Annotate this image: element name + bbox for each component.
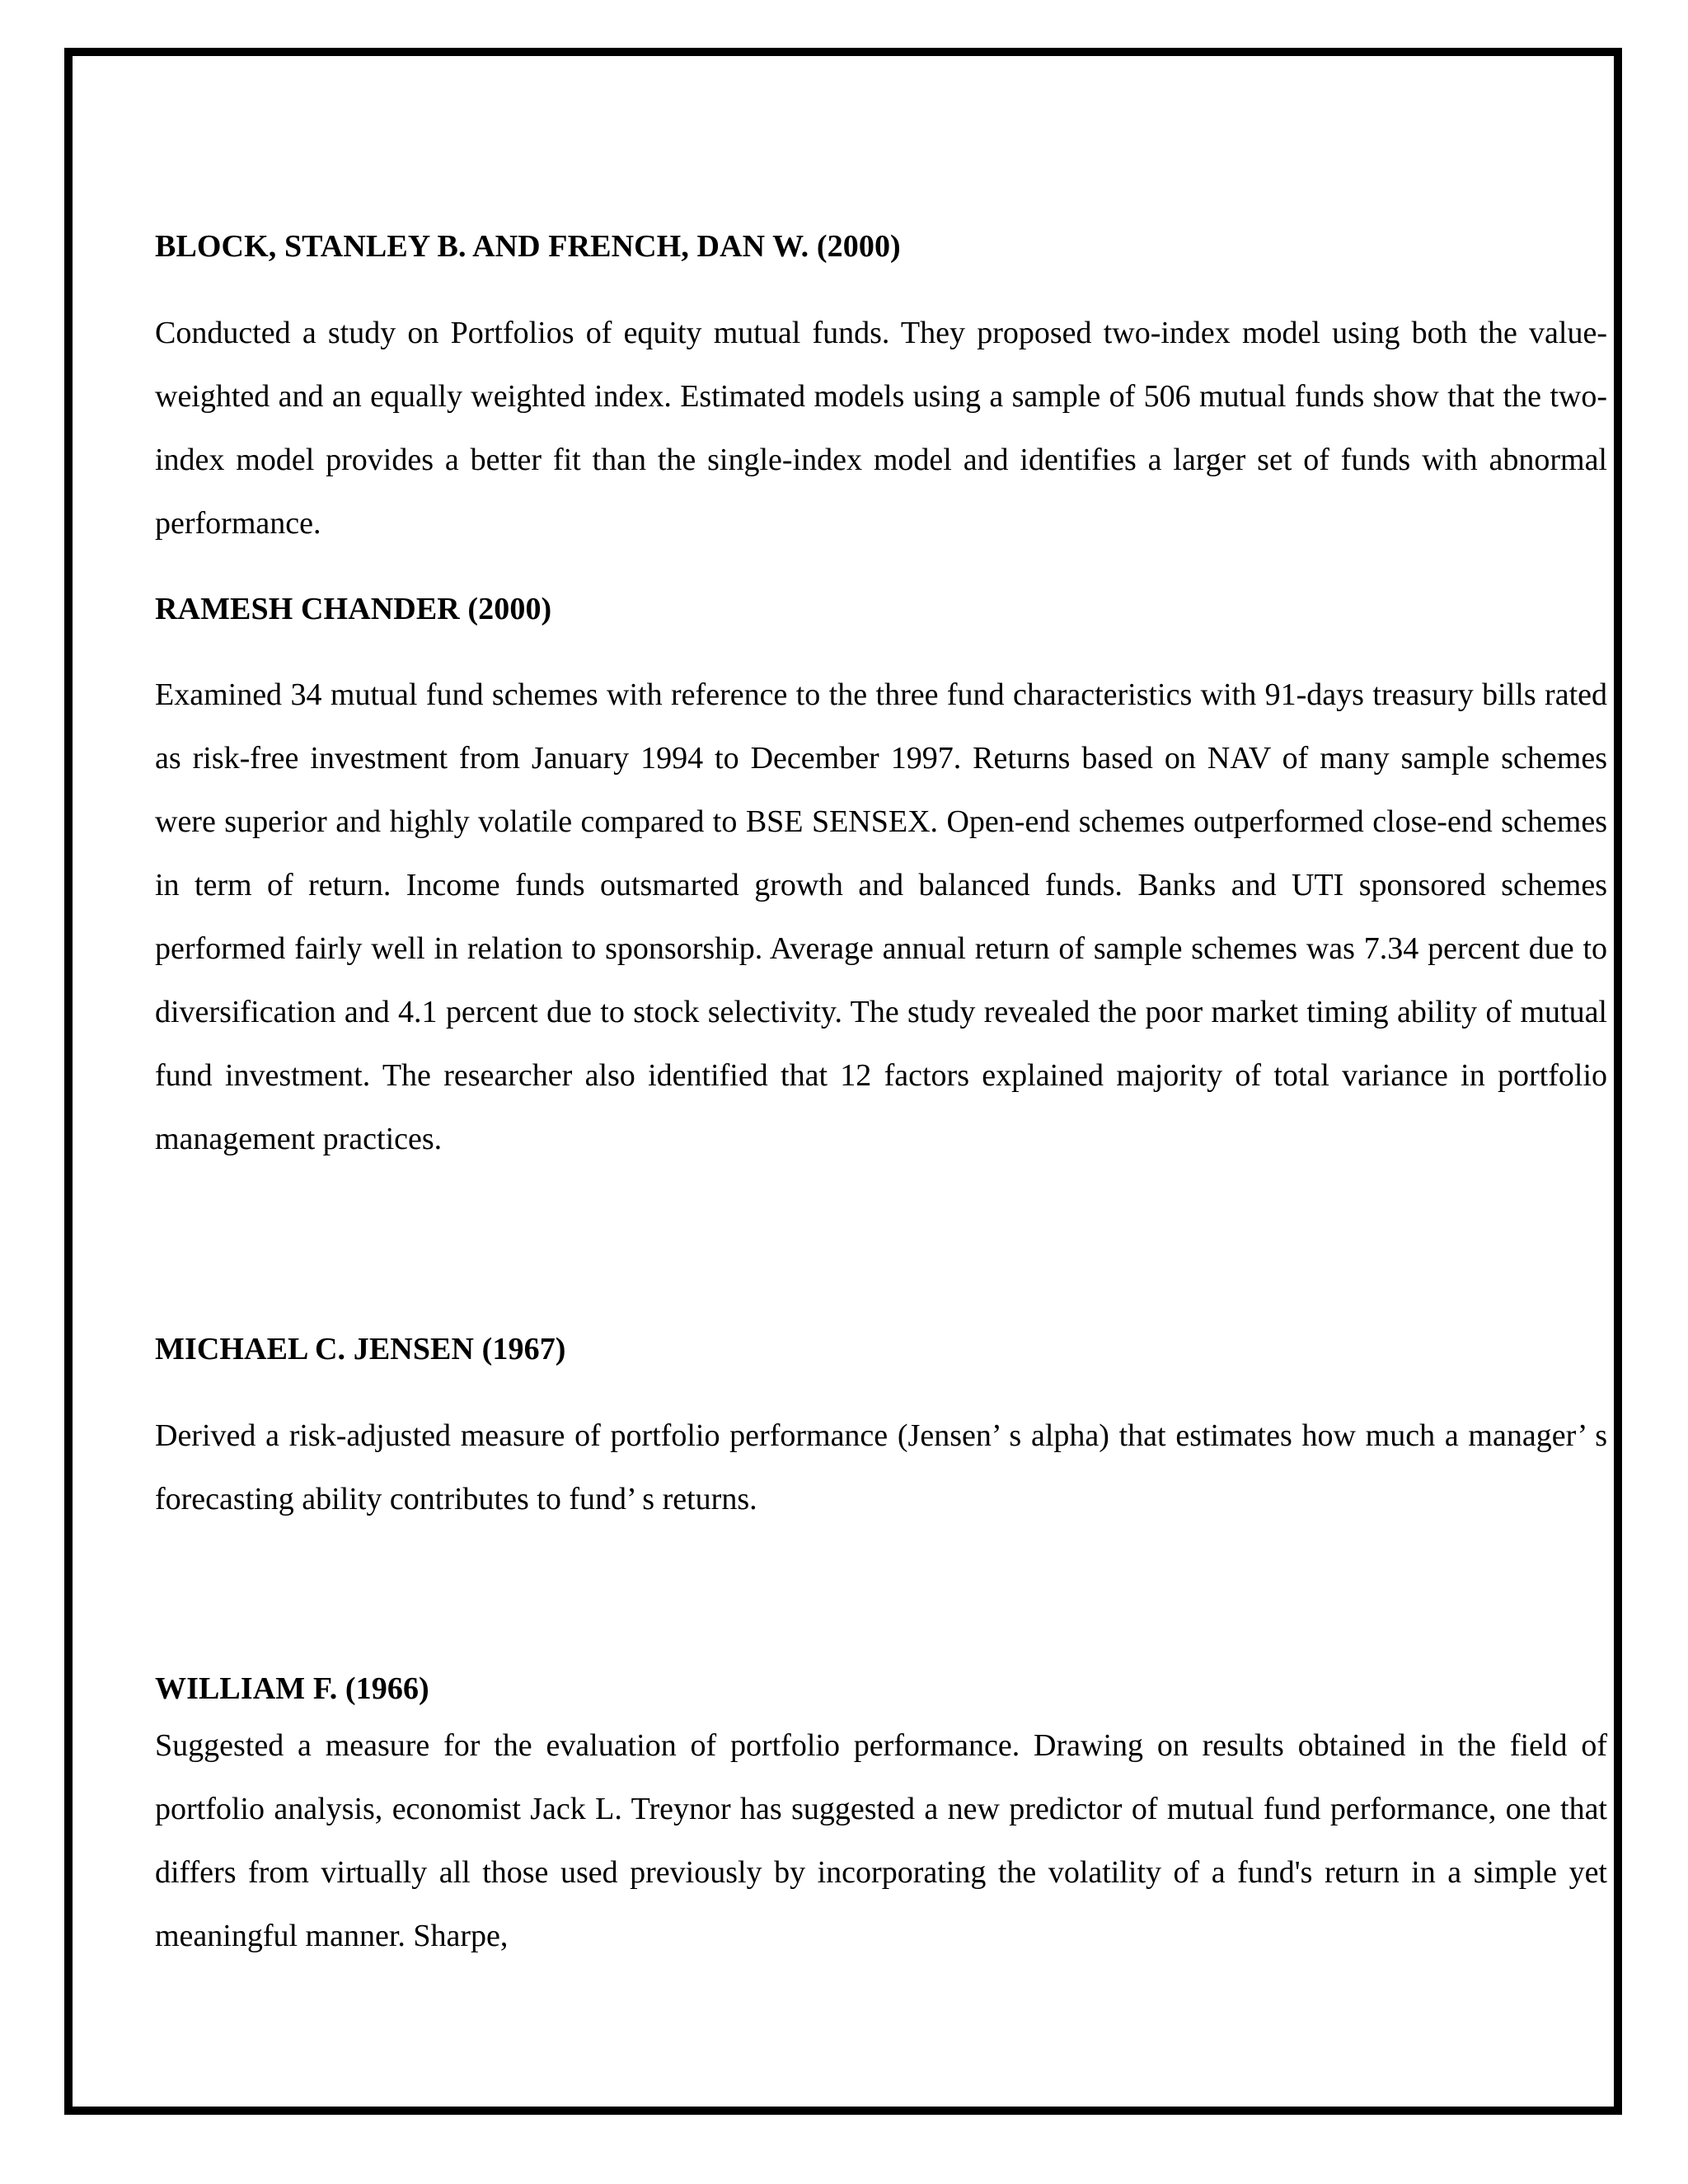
- spacer: [155, 1531, 1607, 1671]
- spacer: [155, 1368, 1607, 1404]
- section-heading-william-f: WILLIAM F. (1966): [155, 1671, 429, 1707]
- section-heading-michael-jensen: MICHAEL C. JENSEN (1967): [155, 1332, 566, 1367]
- page-border-frame: [64, 48, 1622, 2115]
- spacer: [155, 1171, 1607, 1332]
- spacer: [155, 555, 1607, 592]
- spacer: [155, 265, 1607, 302]
- section-body-william-f: Suggested a measure for the evaluation of portfolio performance. Drawing on results obtained in the field of portfolio analysis, economist Jack L. Treynor has suggested a new predictor of mutual fund performance, one that differs from virtually all those used previously by incorporating the volatility of a fund's return in a simple yet meaningful manner. Sharpe,: [155, 1727, 1607, 1953]
- section-body-michael-jensen: Derived a risk-adjusted measure of portfolio performance (Jensen’ s alpha) that estimates how much a manager’ s forecasting ability contributes to fund’ s returns.: [155, 1418, 1607, 1517]
- spacer: [155, 1708, 1607, 1714]
- spacer: [155, 627, 1607, 663]
- document-content: [155, 229, 1607, 1968]
- section-heading-ramesh-chander: RAMESH CHANDER (2000): [155, 591, 552, 626]
- section-heading-block-french: BLOCK, STANLEY B. AND FRENCH, DAN W. (2000): [155, 229, 901, 264]
- section-body-ramesh-chander: Examined 34 mutual fund schemes with reference to the three fund characteristics with 91-days treasury bills rated as risk-free investment from January 1994 to December 1997. Returns based on NAV of many sample schemes were superior and highly volatile compared to BSE SENSEX. Open-end schemes outperformed close-end schemes in term of return. Income funds outsmarted growth and balanced funds. Banks and UTI sponsored schemes performed fairly well in relation to sponsorship. Average annual return of sample schemes was 7.34 percent due to diversification and 4.1 percent due to stock selectivity. The study revealed the poor market timing ability of mutual fund investment. The researcher also identified that 12 factors explained majority of total variance in portfolio management practices.: [155, 677, 1607, 1157]
- section-body-block-french: Conducted a study on Portfolios of equity mutual funds. They proposed two-index model using both the value-weighted and an equally weighted index. Estimated models using a sample of 506 mutual funds show that the two-index model provides a better fit than the single-index model and identifies a larger set of funds with abnormal performance.: [155, 315, 1607, 541]
